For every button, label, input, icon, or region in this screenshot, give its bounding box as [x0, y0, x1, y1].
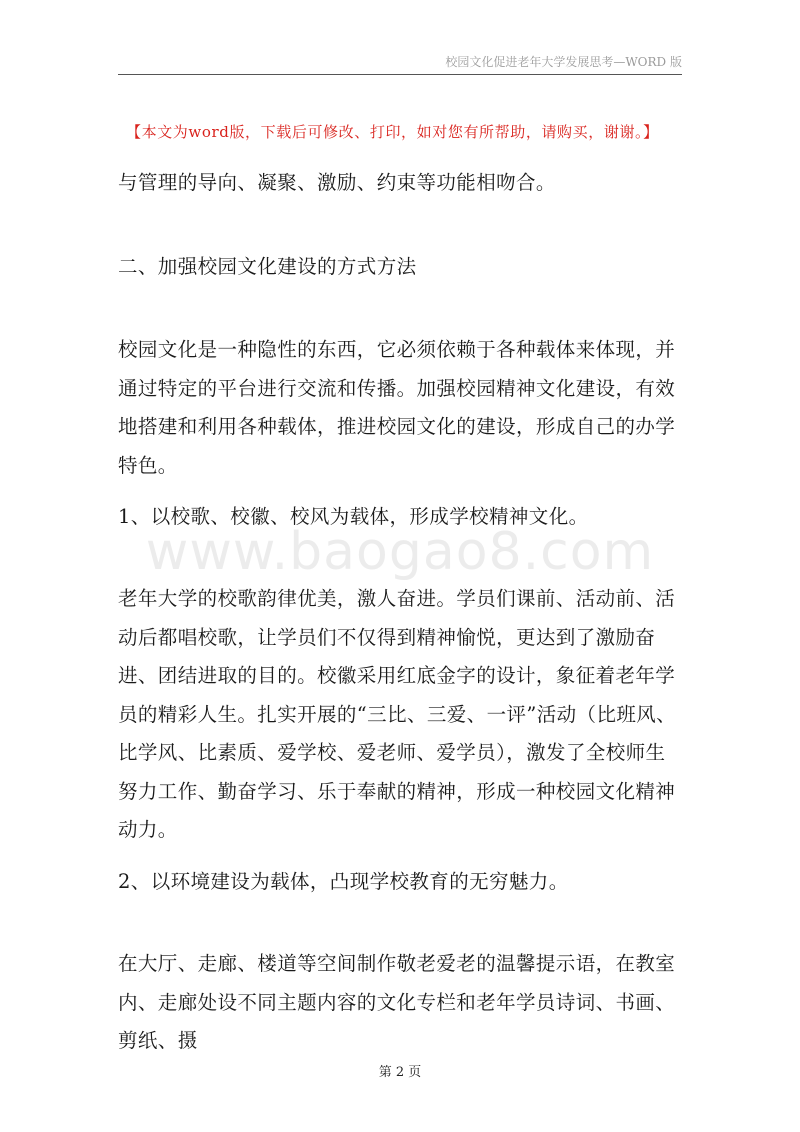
- subheading-1: 1、以校歌、校徽、校风为载体，形成学校精神文化。: [118, 505, 589, 528]
- purchase-notice: 【本文为word版，下载后可修改、打印，如对您有所帮助，请购买，谢谢。】: [126, 123, 659, 141]
- paragraph-3: 校园文化是一种隐性的东西，它必须依赖于各种载体来体现，并通过特定的平台进行交流和传播。加强校园精神文化建设，有效地搭建和利用各种载体，推进校园文化的建设，形成自己的办学特色。: [118, 338, 676, 477]
- page-number: 第 2 页: [378, 1065, 422, 1080]
- paragraph-5: 老年大学的校歌韵律优美，激人奋进。学员们课前、活动前、活动后都唱校歌，让学员们不仅得到精神愉悦，更达到了激励奋进、团结进取的目的。校徽采用红底金字的设计，象征着老年学员的精彩人生。扎实开展的“三比、三爱、一评”活动（比班风、比学风、比素质、爱学校、爱老师、爱学员），激发了全校师生努力工作、勤奋学习、乐于奉献的精神，形成一种校园文化精神动力。: [118, 587, 677, 841]
- paragraph-7: 在大厅、走廊、楼道等空间制作敬老爱老的温馨提示语，在教室内、走廊处设不同主题内容的文化专栏和老年学员诗词、书画、剪纸、摄: [118, 952, 676, 1052]
- header-title: 校园文化促进老年大学发展思考—WORD 版: [445, 55, 682, 69]
- paragraph-1: 与管理的导向、凝聚、激励、约束等功能相吻合。: [118, 171, 556, 194]
- watermark-text: www.baogao8.com: [145, 522, 655, 582]
- section-heading-2: 二、加强校园文化建设的方式方法: [118, 255, 417, 278]
- header-divider: [118, 74, 682, 75]
- subheading-2: 2、以环境建设为载体，凸现学校教育的无穷魅力。: [118, 870, 569, 893]
